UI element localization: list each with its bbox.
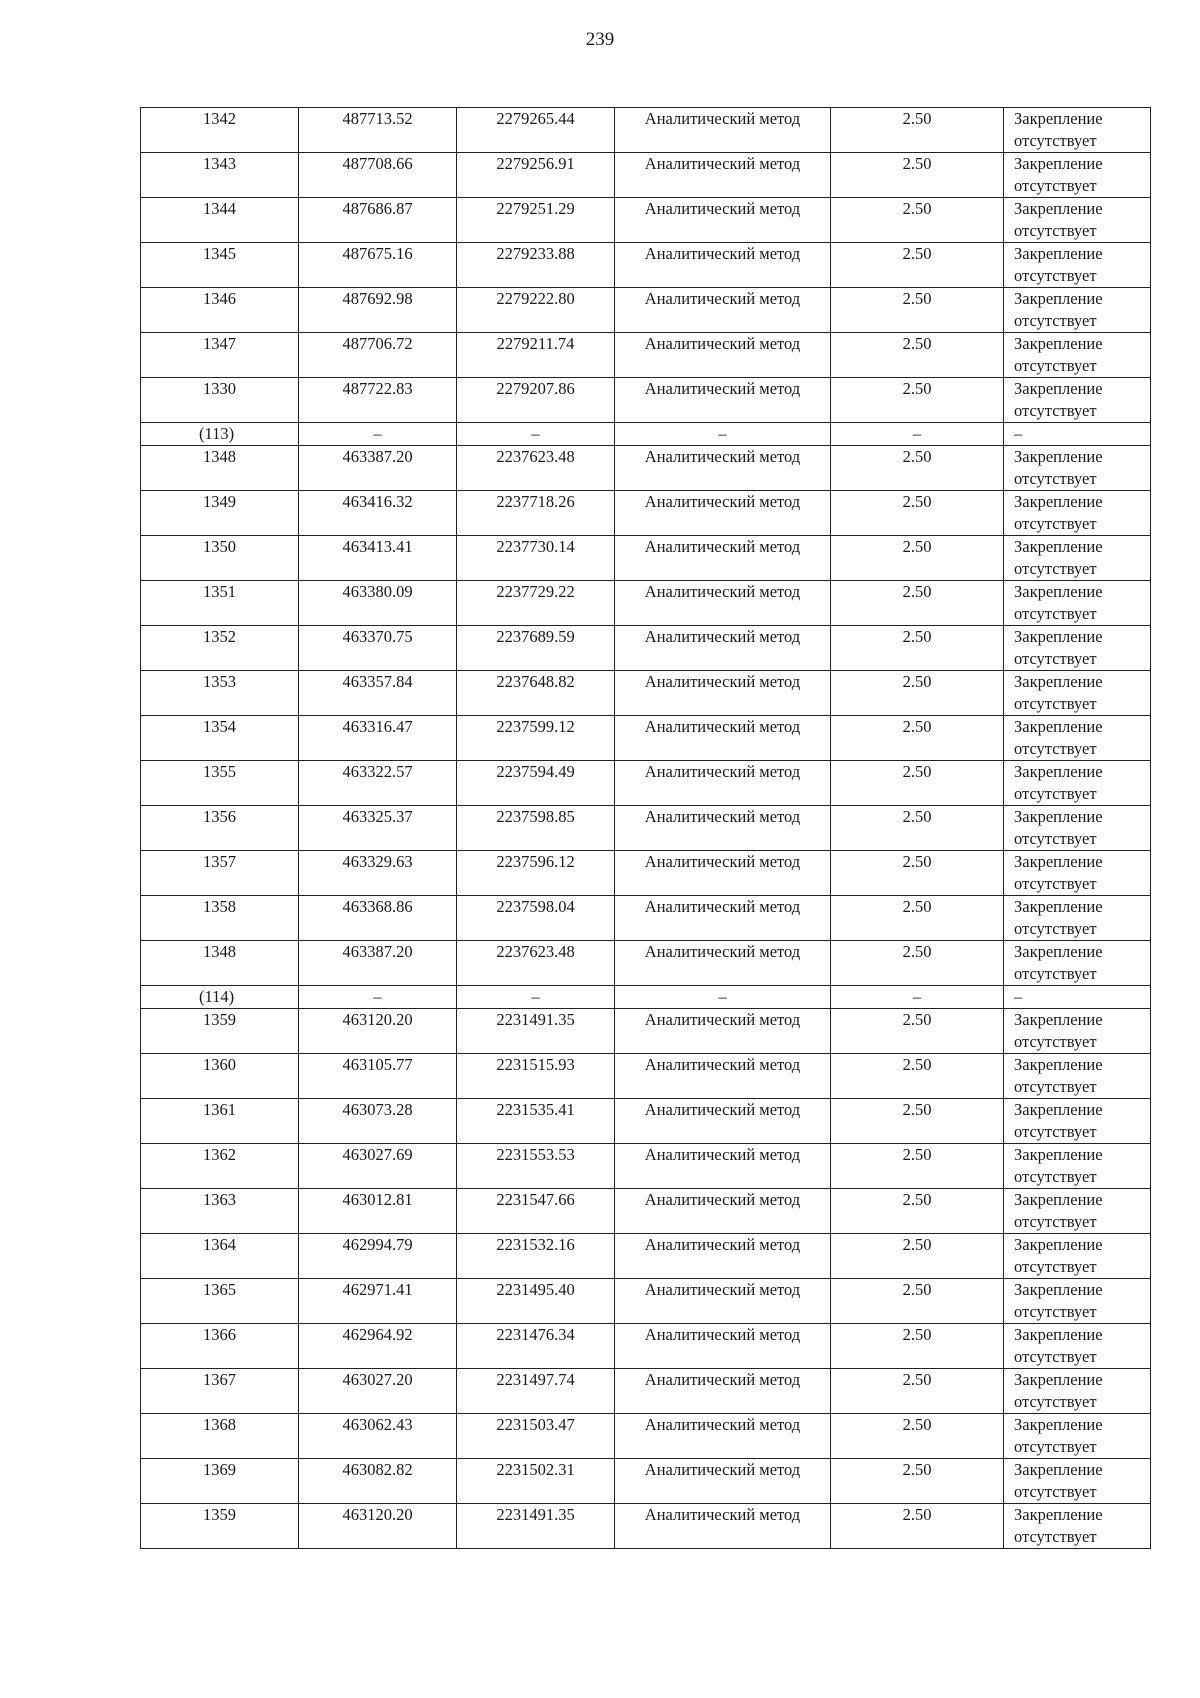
fixing-cell: Закрепление отсутствует xyxy=(1004,761,1151,806)
table-row xyxy=(141,1234,1151,1279)
y-coordinate-cell: 2237594.49 xyxy=(457,761,615,806)
fixing-cell: Закрепление отсутствует xyxy=(1004,1324,1151,1369)
accuracy-cell: 2.50 xyxy=(831,1099,1004,1144)
x-coordinate-cell: 487675.16 xyxy=(299,243,457,288)
method-cell: Аналитический метод xyxy=(615,671,831,716)
y-coordinate-cell: 2279207.86 xyxy=(457,378,615,423)
table-row xyxy=(141,1099,1151,1144)
method-cell: Аналитический метод xyxy=(615,1144,831,1189)
fixing-cell: Закрепление отсутствует xyxy=(1004,851,1151,896)
fixing-cell: Закрепление отсутствует xyxy=(1004,378,1151,423)
x-coordinate-cell: 463413.41 xyxy=(299,536,457,581)
x-coordinate-cell: 463073.28 xyxy=(299,1099,457,1144)
fixing-cell: Закрепление отсутствует xyxy=(1004,491,1151,536)
table-row xyxy=(141,626,1151,671)
fixing-cell: Закрепление отсутствует xyxy=(1004,1189,1151,1234)
fixing-cell: Закрепление отсутствует xyxy=(1004,108,1151,153)
fixing-cell: Закрепление отсутствует xyxy=(1004,716,1151,761)
point-number-cell: 1360 xyxy=(141,1054,299,1099)
accuracy-cell: 2.50 xyxy=(831,288,1004,333)
method-cell: Аналитический метод xyxy=(615,153,831,198)
table-row xyxy=(141,108,1151,153)
x-coordinate-cell: 487713.52 xyxy=(299,108,457,153)
fixing-cell: Закрепление отсутствует xyxy=(1004,446,1151,491)
y-coordinate-cell: 2231476.34 xyxy=(457,1324,615,1369)
method-cell: Аналитический метод xyxy=(615,1369,831,1414)
accuracy-cell: 2.50 xyxy=(831,108,1004,153)
method-cell: Аналитический метод xyxy=(615,896,831,941)
fixing-cell: Закрепление отсутствует xyxy=(1004,1459,1151,1504)
accuracy-cell: 2.50 xyxy=(831,536,1004,581)
accuracy-cell: 2.50 xyxy=(831,716,1004,761)
fixing-cell: Закрепление отсутствует xyxy=(1004,1504,1151,1549)
fixing-cell: Закрепление отсутствует xyxy=(1004,1234,1151,1279)
point-number-cell: 1355 xyxy=(141,761,299,806)
table-row xyxy=(141,288,1151,333)
method-cell: Аналитический метод xyxy=(615,1054,831,1099)
fixing-cell: Закрепление отсутствует xyxy=(1004,1054,1151,1099)
method-cell: Аналитический метод xyxy=(615,1414,831,1459)
method-cell: Аналитический метод xyxy=(615,491,831,536)
fixing-cell: Закрепление отсутствует xyxy=(1004,581,1151,626)
y-coordinate-cell: 2231515.93 xyxy=(457,1054,615,1099)
method-cell: Аналитический метод xyxy=(615,378,831,423)
fixing-cell: Закрепление отсутствует xyxy=(1004,671,1151,716)
method-cell: Аналитический метод xyxy=(615,446,831,491)
point-number-cell: (113) xyxy=(141,423,299,446)
accuracy-cell: 2.50 xyxy=(831,1144,1004,1189)
method-cell: Аналитический метод xyxy=(615,333,831,378)
accuracy-cell: 2.50 xyxy=(831,1369,1004,1414)
point-number-cell: 1352 xyxy=(141,626,299,671)
table-row xyxy=(141,1189,1151,1234)
x-coordinate-cell: 463120.20 xyxy=(299,1504,457,1549)
fixing-cell: Закрепление отсутствует xyxy=(1004,153,1151,198)
x-coordinate-cell: 463368.86 xyxy=(299,896,457,941)
accuracy-cell: 2.50 xyxy=(831,378,1004,423)
x-coordinate-cell: – xyxy=(299,423,457,446)
point-number-cell: 1344 xyxy=(141,198,299,243)
section-row xyxy=(141,986,1151,1009)
fixing-cell: Закрепление отсутствует xyxy=(1004,896,1151,941)
point-number-cell: 1350 xyxy=(141,536,299,581)
accuracy-cell: 2.50 xyxy=(831,446,1004,491)
coordinates-table-body xyxy=(141,108,1151,1549)
accuracy-cell: 2.50 xyxy=(831,1414,1004,1459)
table-row xyxy=(141,1324,1151,1369)
fixing-cell: Закрепление отсутствует xyxy=(1004,536,1151,581)
method-cell: Аналитический метод xyxy=(615,941,831,986)
fixing-cell: Закрепление отсутствует xyxy=(1004,1009,1151,1054)
accuracy-cell: 2.50 xyxy=(831,1234,1004,1279)
x-coordinate-cell: 462971.41 xyxy=(299,1279,457,1324)
table-row xyxy=(141,851,1151,896)
method-cell: Аналитический метод xyxy=(615,761,831,806)
point-number-cell: 1346 xyxy=(141,288,299,333)
table-row xyxy=(141,1009,1151,1054)
y-coordinate-cell: 2231532.16 xyxy=(457,1234,615,1279)
y-coordinate-cell: 2231491.35 xyxy=(457,1009,615,1054)
fixing-cell: – xyxy=(1004,986,1151,1009)
point-number-cell: 1358 xyxy=(141,896,299,941)
x-coordinate-cell: 463012.81 xyxy=(299,1189,457,1234)
x-coordinate-cell: 463082.82 xyxy=(299,1459,457,1504)
point-number-cell: 1364 xyxy=(141,1234,299,1279)
method-cell: Аналитический метод xyxy=(615,536,831,581)
y-coordinate-cell: 2231491.35 xyxy=(457,1504,615,1549)
y-coordinate-cell: 2231553.53 xyxy=(457,1144,615,1189)
point-number-cell: 1363 xyxy=(141,1189,299,1234)
table-row xyxy=(141,581,1151,626)
method-cell: Аналитический метод xyxy=(615,108,831,153)
point-number-cell: 1356 xyxy=(141,806,299,851)
point-number-cell: 1354 xyxy=(141,716,299,761)
method-cell: Аналитический метод xyxy=(615,851,831,896)
x-coordinate-cell: 487686.87 xyxy=(299,198,457,243)
fixing-cell: Закрепление отсутствует xyxy=(1004,1369,1151,1414)
accuracy-cell: – xyxy=(831,423,1004,446)
accuracy-cell: 2.50 xyxy=(831,1279,1004,1324)
x-coordinate-cell: 463387.20 xyxy=(299,446,457,491)
accuracy-cell: 2.50 xyxy=(831,851,1004,896)
y-coordinate-cell: 2231502.31 xyxy=(457,1459,615,1504)
y-coordinate-cell: 2231495.40 xyxy=(457,1279,615,1324)
method-cell: Аналитический метод xyxy=(615,243,831,288)
y-coordinate-cell: 2237623.48 xyxy=(457,941,615,986)
fixing-cell: Закрепление отсутствует xyxy=(1004,333,1151,378)
y-coordinate-cell: – xyxy=(457,986,615,1009)
point-number-cell: 1343 xyxy=(141,153,299,198)
table-row xyxy=(141,716,1151,761)
fixing-cell: Закрепление отсутствует xyxy=(1004,1414,1151,1459)
accuracy-cell: 2.50 xyxy=(831,1459,1004,1504)
point-number-cell: 1359 xyxy=(141,1504,299,1549)
x-coordinate-cell: 463380.09 xyxy=(299,581,457,626)
table-row xyxy=(141,198,1151,243)
y-coordinate-cell: 2279233.88 xyxy=(457,243,615,288)
y-coordinate-cell: 2237648.82 xyxy=(457,671,615,716)
fixing-cell: Закрепление отсутствует xyxy=(1004,626,1151,671)
x-coordinate-cell: 463357.84 xyxy=(299,671,457,716)
table-row xyxy=(141,333,1151,378)
table-row xyxy=(141,806,1151,851)
fixing-cell: Закрепление отсутствует xyxy=(1004,1099,1151,1144)
x-coordinate-cell: 463027.69 xyxy=(299,1144,457,1189)
x-coordinate-cell: 463325.37 xyxy=(299,806,457,851)
point-number-cell: 1349 xyxy=(141,491,299,536)
method-cell: Аналитический метод xyxy=(615,1009,831,1054)
x-coordinate-cell: 463370.75 xyxy=(299,626,457,671)
y-coordinate-cell: 2237598.85 xyxy=(457,806,615,851)
x-coordinate-cell: 463027.20 xyxy=(299,1369,457,1414)
table-row xyxy=(141,671,1151,716)
method-cell: Аналитический метод xyxy=(615,806,831,851)
fixing-cell: Закрепление отсутствует xyxy=(1004,288,1151,333)
point-number-cell: 1351 xyxy=(141,581,299,626)
y-coordinate-cell: 2279265.44 xyxy=(457,108,615,153)
x-coordinate-cell: 487692.98 xyxy=(299,288,457,333)
table-row xyxy=(141,446,1151,491)
y-coordinate-cell: 2279256.91 xyxy=(457,153,615,198)
x-coordinate-cell: 463329.63 xyxy=(299,851,457,896)
y-coordinate-cell: 2237596.12 xyxy=(457,851,615,896)
table-row xyxy=(141,896,1151,941)
x-coordinate-cell: 463120.20 xyxy=(299,1009,457,1054)
y-coordinate-cell: 2231535.41 xyxy=(457,1099,615,1144)
y-coordinate-cell: 2237729.22 xyxy=(457,581,615,626)
point-number-cell: 1353 xyxy=(141,671,299,716)
table-row xyxy=(141,941,1151,986)
method-cell: Аналитический метод xyxy=(615,1459,831,1504)
fixing-cell: Закрепление отсутствует xyxy=(1004,198,1151,243)
method-cell: Аналитический метод xyxy=(615,716,831,761)
x-coordinate-cell: 463416.32 xyxy=(299,491,457,536)
table-row xyxy=(141,536,1151,581)
y-coordinate-cell: 2237623.48 xyxy=(457,446,615,491)
accuracy-cell: 2.50 xyxy=(831,198,1004,243)
accuracy-cell: 2.50 xyxy=(831,333,1004,378)
accuracy-cell: 2.50 xyxy=(831,1189,1004,1234)
accuracy-cell: 2.50 xyxy=(831,806,1004,851)
accuracy-cell: – xyxy=(831,986,1004,1009)
point-number-cell: 1361 xyxy=(141,1099,299,1144)
page-number: 239 xyxy=(585,29,615,50)
section-row xyxy=(141,423,1151,446)
table-row xyxy=(141,243,1151,288)
method-cell: Аналитический метод xyxy=(615,1189,831,1234)
y-coordinate-cell: 2279211.74 xyxy=(457,333,615,378)
table-row xyxy=(141,1054,1151,1099)
point-number-cell: 1365 xyxy=(141,1279,299,1324)
y-coordinate-cell: 2237599.12 xyxy=(457,716,615,761)
point-number-cell: 1367 xyxy=(141,1369,299,1414)
fixing-cell: Закрепление отсутствует xyxy=(1004,806,1151,851)
point-number-cell: 1368 xyxy=(141,1414,299,1459)
y-coordinate-cell: 2237689.59 xyxy=(457,626,615,671)
accuracy-cell: 2.50 xyxy=(831,153,1004,198)
point-number-cell: 1362 xyxy=(141,1144,299,1189)
accuracy-cell: 2.50 xyxy=(831,1504,1004,1549)
accuracy-cell: 2.50 xyxy=(831,1054,1004,1099)
fixing-cell: Закрепление отсутствует xyxy=(1004,1144,1151,1189)
y-coordinate-cell: 2279222.80 xyxy=(457,288,615,333)
method-cell: Аналитический метод xyxy=(615,1324,831,1369)
coordinates-table xyxy=(140,107,1151,1549)
method-cell: Аналитический метод xyxy=(615,1279,831,1324)
accuracy-cell: 2.50 xyxy=(831,896,1004,941)
table-row xyxy=(141,1279,1151,1324)
point-number-cell: 1348 xyxy=(141,941,299,986)
fixing-cell: Закрепление отсутствует xyxy=(1004,243,1151,288)
x-coordinate-cell: 487708.66 xyxy=(299,153,457,198)
method-cell: Аналитический метод xyxy=(615,626,831,671)
point-number-cell: 1359 xyxy=(141,1009,299,1054)
x-coordinate-cell: 463316.47 xyxy=(299,716,457,761)
table-row xyxy=(141,153,1151,198)
y-coordinate-cell: 2237598.04 xyxy=(457,896,615,941)
point-number-cell: (114) xyxy=(141,986,299,1009)
x-coordinate-cell: 462964.92 xyxy=(299,1324,457,1369)
y-coordinate-cell: 2279251.29 xyxy=(457,198,615,243)
accuracy-cell: 2.50 xyxy=(831,626,1004,671)
y-coordinate-cell: – xyxy=(457,423,615,446)
point-number-cell: 1348 xyxy=(141,446,299,491)
method-cell: Аналитический метод xyxy=(615,1234,831,1279)
point-number-cell: 1342 xyxy=(141,108,299,153)
point-number-cell: 1369 xyxy=(141,1459,299,1504)
table-row xyxy=(141,378,1151,423)
method-cell: Аналитический метод xyxy=(615,198,831,243)
table-row xyxy=(141,761,1151,806)
accuracy-cell: 2.50 xyxy=(831,671,1004,716)
accuracy-cell: 2.50 xyxy=(831,581,1004,626)
point-number-cell: 1330 xyxy=(141,378,299,423)
method-cell: Аналитический метод xyxy=(615,288,831,333)
fixing-cell: – xyxy=(1004,423,1151,446)
accuracy-cell: 2.50 xyxy=(831,761,1004,806)
x-coordinate-cell: 463062.43 xyxy=(299,1414,457,1459)
point-number-cell: 1347 xyxy=(141,333,299,378)
accuracy-cell: 2.50 xyxy=(831,243,1004,288)
fixing-cell: Закрепление отсутствует xyxy=(1004,1279,1151,1324)
method-cell: – xyxy=(615,986,831,1009)
x-coordinate-cell: 463387.20 xyxy=(299,941,457,986)
table-row xyxy=(141,1369,1151,1414)
accuracy-cell: 2.50 xyxy=(831,491,1004,536)
method-cell: – xyxy=(615,423,831,446)
accuracy-cell: 2.50 xyxy=(831,941,1004,986)
point-number-cell: 1357 xyxy=(141,851,299,896)
y-coordinate-cell: 2237718.26 xyxy=(457,491,615,536)
accuracy-cell: 2.50 xyxy=(831,1324,1004,1369)
x-coordinate-cell: 487722.83 xyxy=(299,378,457,423)
x-coordinate-cell: 462994.79 xyxy=(299,1234,457,1279)
table-row xyxy=(141,491,1151,536)
y-coordinate-cell: 2231503.47 xyxy=(457,1414,615,1459)
method-cell: Аналитический метод xyxy=(615,1099,831,1144)
x-coordinate-cell: 463105.77 xyxy=(299,1054,457,1099)
method-cell: Аналитический метод xyxy=(615,1504,831,1549)
accuracy-cell: 2.50 xyxy=(831,1009,1004,1054)
point-number-cell: 1345 xyxy=(141,243,299,288)
y-coordinate-cell: 2237730.14 xyxy=(457,536,615,581)
method-cell: Аналитический метод xyxy=(615,581,831,626)
y-coordinate-cell: 2231497.74 xyxy=(457,1369,615,1414)
x-coordinate-cell: 463322.57 xyxy=(299,761,457,806)
x-coordinate-cell: 487706.72 xyxy=(299,333,457,378)
fixing-cell: Закрепление отсутствует xyxy=(1004,941,1151,986)
x-coordinate-cell: – xyxy=(299,986,457,1009)
y-coordinate-cell: 2231547.66 xyxy=(457,1189,615,1234)
table-row xyxy=(141,1504,1151,1549)
table-row xyxy=(141,1414,1151,1459)
point-number-cell: 1366 xyxy=(141,1324,299,1369)
table-row xyxy=(141,1144,1151,1189)
table-row xyxy=(141,1459,1151,1504)
